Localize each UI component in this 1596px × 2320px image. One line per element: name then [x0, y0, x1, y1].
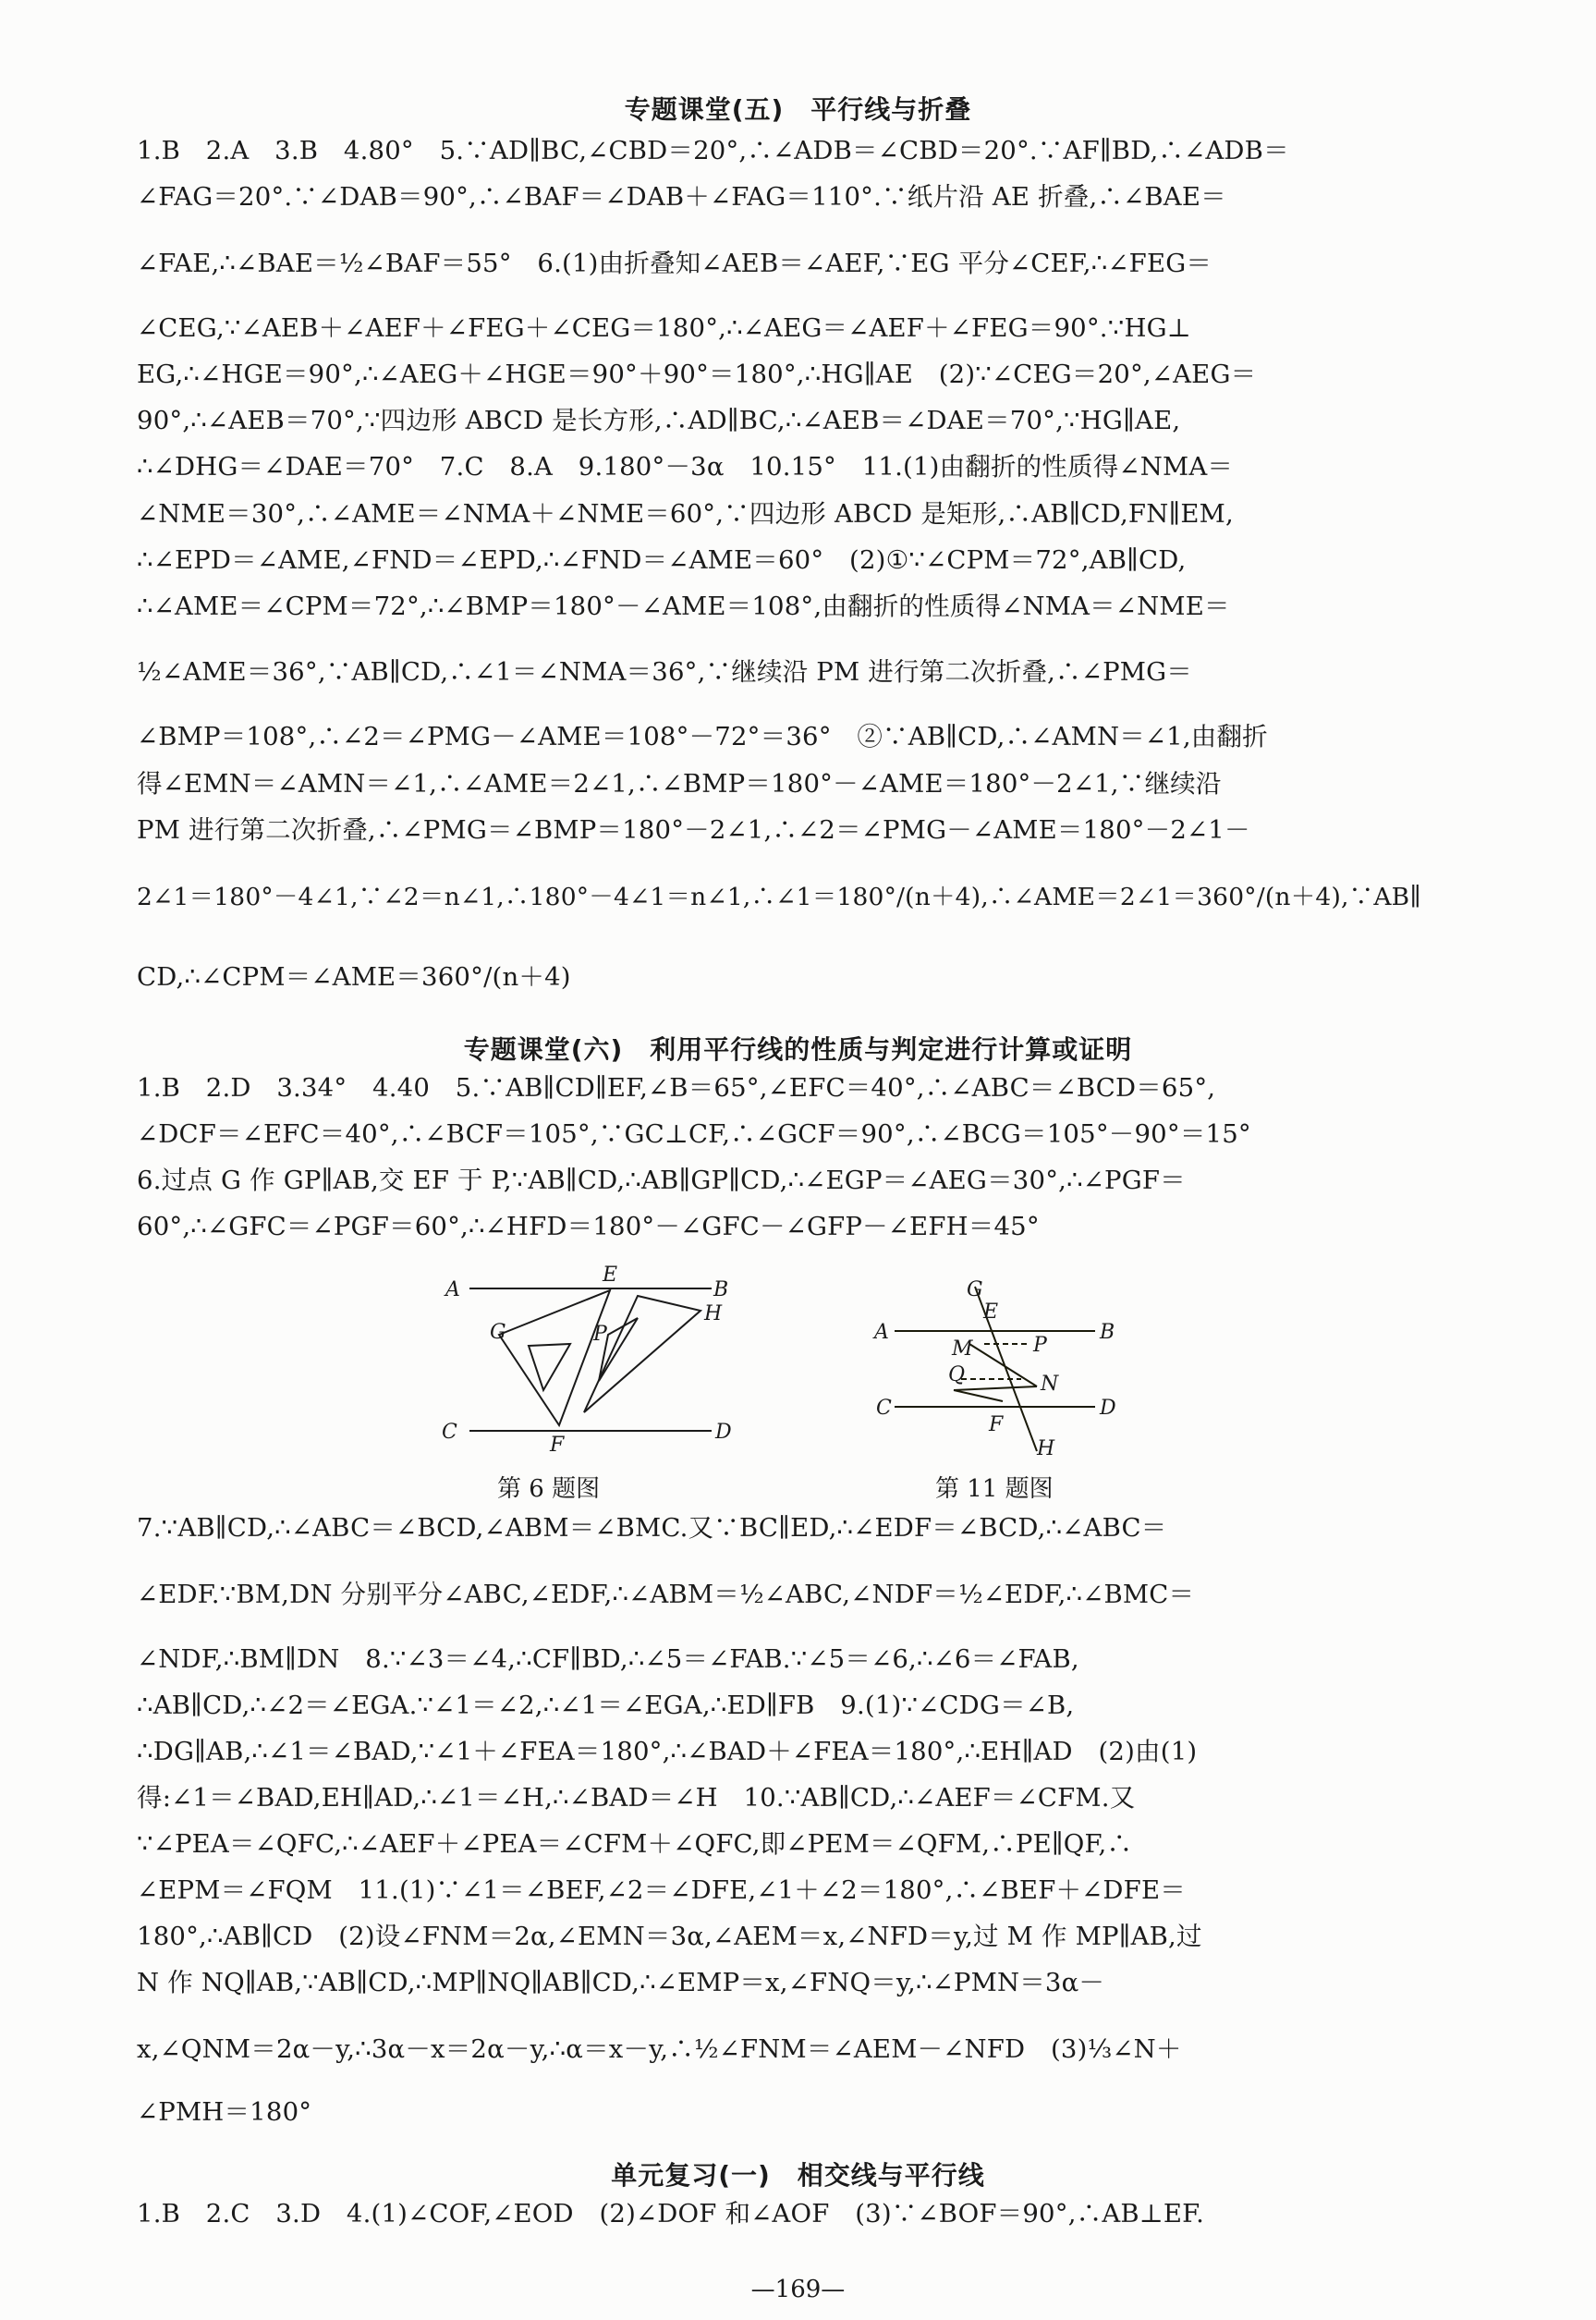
figure-11-caption: 第 11 题图 — [935, 1475, 1054, 1503]
fig11-label: H — [1037, 1437, 1055, 1460]
answer-line: ∴∠AME＝∠CPM＝72°,∴∠BMP＝180°－∠AME＝108°,由翻折的性质得∠NMA＝∠NME＝ — [137, 592, 1230, 621]
answer-line: 6.过点 G 作 GP∥AB,交 EF 于 P,∵AB∥CD,∴AB∥GP∥CD,∴∠EGP＝∠AEG＝30°,∴∠PGF＝ — [137, 1166, 1186, 1195]
answer-line: ∠BMP＝108°,∴∠2＝∠PMG－∠AME＝108°－72°＝36° ②∵AB∥CD,∴∠AMN＝∠1,由翻折 — [137, 722, 1268, 751]
figure-11-diagram — [869, 1277, 1137, 1462]
answer-line: 1.B 2.A 3.B 4.80° 5.∵AD∥BC,∠CBD＝20°,∴∠ADB＝∠CBD＝20°.∵AF∥BD,∴∠ADB＝ — [137, 136, 1289, 165]
answer-line: ∠PMH＝180° — [137, 2097, 312, 2127]
fig11-label: E — [983, 1300, 999, 1324]
fig11-label: F — [989, 1413, 1004, 1436]
answer-line: ∠EDF.∵BM,DN 分别平分∠ABC,∠EDF,∴∠ABM＝½∠ABC,∠NDF＝½∠EDF,∴∠BMC＝ — [137, 1580, 1195, 1609]
answer-line: ∠NDF,∴BM∥DN 8.∵∠3＝∠4,∴CF∥BD,∴∠5＝∠FAB.∵∠5＝∠6,∴∠6＝∠FAB, — [137, 1644, 1079, 1674]
fig11-label: Q — [948, 1363, 966, 1386]
fig6-label: G — [490, 1321, 506, 1344]
fig6-label: P — [593, 1323, 607, 1346]
answer-line: ∴AB∥CD,∴∠2＝∠EGA.∵∠1＝∠2,∴∠1＝∠EGA,∴ED∥FB 9.(1)∵∠CDG＝∠B, — [137, 1691, 1075, 1720]
answer-line: ∠FAE,∴∠BAE＝½∠BAF＝55° 6.(1)由折叠知∠AEB＝∠AEF,∵EG 平分∠CEF,∴∠FEG＝ — [137, 249, 1212, 278]
fig11-label: M — [952, 1337, 973, 1361]
fig11-label: A — [874, 1321, 889, 1344]
page-number: —169— — [750, 2276, 846, 2303]
fig6-label: B — [713, 1278, 729, 1301]
fig11-label: N — [1041, 1373, 1059, 1396]
fig6-label: A — [445, 1278, 460, 1301]
fig11-label: B — [1100, 1321, 1115, 1344]
answer-line: ∴∠DHG＝∠DAE＝70° 7.C 8.A 9.180°－3α 10.15° 11.(1)由翻折的性质得∠NMA＝ — [137, 452, 1234, 482]
answer-line: CD,∴∠CPM＝∠AME＝360°/(n＋4) — [137, 962, 571, 992]
fig6-label: F — [550, 1434, 565, 1457]
answer-line: 90°,∴∠AEB＝70°,∵四边形 ABCD 是长方形,∴AD∥BC,∴∠AEB＝∠DAE＝70°,∵HG∥AE, — [137, 406, 1181, 435]
answer-line: 得∠EMN＝∠AMN＝∠1,∴∠AME＝2∠1,∴∠BMP＝180°－∠AME＝180°－2∠1,∵继续沿 — [137, 769, 1222, 799]
answer-line: ∵∠PEA＝∠QFC,∴∠AEF＋∠PEA＝∠CFM＋∠QFC,即∠PEM＝∠QFM,∴PE∥QF,∴ — [137, 1829, 1133, 1859]
answer-line: 1.B 2.C 3.D 4.(1)∠COF,∠EOD (2)∠DOF 和∠AOF (3)∵∠BOF＝90°,∴AB⊥EF. — [137, 2199, 1205, 2228]
fig11-label: G — [967, 1278, 983, 1301]
fig6-label: D — [715, 1421, 732, 1444]
answer-line: x,∠QNM＝2α－y,∴3α－x＝2α－y,∴α＝x－y,∴½∠FNM＝∠AEM－∠NFD (3)⅓∠N＋ — [137, 2034, 1182, 2064]
fig6-label: C — [442, 1421, 457, 1444]
answer-line: ∠EPM＝∠FQM 11.(1)∵∠1＝∠BEF,∠2＝∠DFE,∠1＋∠2＝180°,∴∠BEF＋∠DFE＝ — [137, 1875, 1186, 1905]
answer-line: 7.∵AB∥CD,∴∠ABC＝∠BCD,∠ABM＝∠BMC.又∵BC∥ED,∴∠EDF＝∠BCD,∴∠ABC＝ — [137, 1513, 1167, 1543]
fig11-label: P — [1033, 1334, 1047, 1357]
answer-line: EG,∴∠HGE＝90°,∴∠AEG＋∠HGE＝90°＋90°＝180°,∴HG∥AE (2)∵∠CEG＝20°,∠AEG＝ — [137, 360, 1257, 389]
answer-line: N 作 NQ∥AB,∵AB∥CD,∴MP∥NQ∥AB∥CD,∴∠EMP＝x,∠FNQ＝y,∴∠PMN＝3α－ — [137, 1968, 1105, 1997]
section-title: 专题课堂(六) 利用平行线的性质与判定进行计算或证明 — [463, 1034, 1133, 1065]
answer-line: 2∠1＝180°－4∠1,∵∠2＝n∠1,∴180°－4∠1＝n∠1,∴∠1＝180°/(n＋4),∴∠AME＝2∠1＝360°/(n＋4),∵AB∥ — [137, 883, 1421, 911]
section-title: 专题课堂(五) 平行线与折叠 — [624, 94, 972, 125]
answer-line: ∠FAG＝20°.∵∠DAB＝90°,∴∠BAF＝∠DAB＋∠FAG＝110°.∵纸片沿 AE 折叠,∴∠BAE＝ — [137, 182, 1226, 212]
section-title: 单元复习(一) 相交线与平行线 — [611, 2160, 985, 2191]
answer-line: 得:∠1＝∠BAD,EH∥AD,∴∠1＝∠H,∴∠BAD＝∠H 10.∵AB∥CD,∴∠AEF＝∠CFM.又 — [137, 1783, 1136, 1813]
fig6-label: H — [704, 1302, 723, 1325]
fig11-label: C — [876, 1397, 892, 1420]
answer-line: PM 进行第二次折叠,∴∠PMG＝∠BMP＝180°－2∠1,∴∠2＝∠PMG－∠AME＝180°－2∠1－ — [137, 815, 1250, 845]
answer-line: ½∠AME＝36°,∵AB∥CD,∴∠1＝∠NMA＝36°,∵继续沿 PM 进行第二次折叠,∴∠PMG＝ — [137, 657, 1192, 687]
answer-line: ∠CEG,∵∠AEB＋∠AEF＋∠FEG＋∠CEG＝180°,∴∠AEG＝∠AEF＋∠FEG＝90°.∵HG⊥ — [137, 313, 1191, 343]
fig6-label: E — [603, 1264, 618, 1287]
fig11-label: D — [1100, 1397, 1116, 1420]
answer-line: 1.B 2.D 3.34° 4.40 5.∵AB∥CD∥EF,∠B＝65°,∠EFC＝40°,∴∠ABC＝∠BCD＝65°, — [137, 1073, 1216, 1103]
answer-line: ∠DCF＝∠EFC＝40°,∴∠BCF＝105°,∵GC⊥CF,∴∠GCF＝90°,∴∠BCG＝105°－90°＝15° — [137, 1119, 1251, 1149]
answer-line: 180°,∴AB∥CD (2)设∠FNM＝2α,∠EMN＝3α,∠AEM＝x,∠NFD＝y,过 M 作 MP∥AB,过 — [137, 1922, 1202, 1951]
figure-6-caption: 第 6 题图 — [497, 1475, 601, 1503]
answer-line: 60°,∴∠GFC＝∠PGF＝60°,∴∠HFD＝180°－∠GFC－∠GFP－∠EFH＝45° — [137, 1212, 1040, 1241]
answer-line: ∴DG∥AB,∴∠1＝∠BAD,∵∠1＋∠FEA＝180°,∴∠BAD＋∠FEA＝180°,∴EH∥AD (2)由(1) — [137, 1737, 1198, 1766]
figure-6-diagram — [434, 1263, 749, 1466]
answer-line: ∴∠EPD＝∠AME,∠FND＝∠EPD,∴∠FND＝∠AME＝60° (2)①∵∠CPM＝72°,AB∥CD, — [137, 545, 1187, 575]
answer-line: ∠NME＝30°,∴∠AME＝∠NMA＋∠NME＝60°,∵四边形 ABCD 是矩形,∴AB∥CD,FN∥EM, — [137, 499, 1234, 529]
